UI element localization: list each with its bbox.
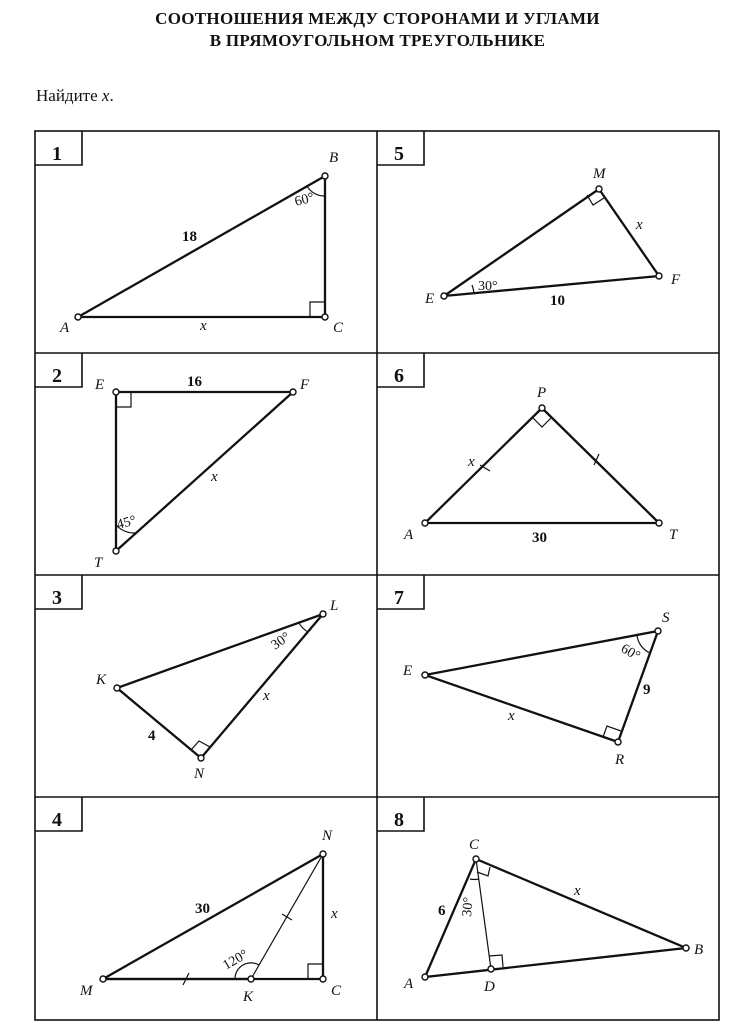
vertex-R: R <box>615 752 625 768</box>
angle-label: 120° <box>220 947 252 974</box>
worksheet-title-line-2: В ПРЯМОУГОЛЬНОМ ТРЕУГОЛЬНИКЕ <box>209 31 546 50</box>
vertex-N: N <box>194 766 205 782</box>
problem-2-triangle <box>94 374 310 571</box>
instruction-prefix: Найдите <box>36 86 102 105</box>
side-length: 4 <box>148 728 156 744</box>
problem-number-5: 5 <box>394 143 404 165</box>
problem-number-box-8 <box>377 797 424 831</box>
side-length: 16 <box>187 374 202 390</box>
angle-label: 45° <box>115 513 138 533</box>
vertex-C: C <box>331 983 342 999</box>
problem-number-7: 7 <box>394 587 404 609</box>
vertex-A: A <box>404 527 414 543</box>
side-length: 18 <box>182 229 197 245</box>
unknown-x: x <box>263 688 270 704</box>
vertex-F: F <box>671 272 681 288</box>
vertex-T: T <box>669 527 678 543</box>
problem-3-triangle <box>95 598 338 782</box>
problem-number-box-6 <box>377 353 424 387</box>
problem-number-box-4 <box>35 797 82 831</box>
vertex-A: A <box>60 320 70 336</box>
vertex-N: N <box>322 828 333 844</box>
vertex-C: C <box>333 320 344 336</box>
unknown-x: x <box>211 469 218 485</box>
angle-label: 60° <box>618 641 643 665</box>
problem-1-triangle <box>59 150 344 336</box>
angle-label: 60° <box>293 190 316 210</box>
problem-number-4: 4 <box>52 809 62 831</box>
angle-label: 30° <box>268 629 294 654</box>
vertex-C: C <box>469 837 480 853</box>
unknown-x: x <box>331 906 338 922</box>
angle-label: 30° <box>460 896 477 918</box>
side-length: 30 <box>195 901 210 917</box>
vertex-E: E <box>425 291 435 307</box>
unknown-x: x <box>468 454 475 470</box>
unknown-x: x <box>574 883 581 899</box>
vertex-D: D <box>484 979 495 995</box>
problem-5-triangle <box>424 166 681 309</box>
vertex-E: E <box>95 377 105 393</box>
problem-number-box-1 <box>35 131 82 165</box>
unknown-x: x <box>200 318 207 334</box>
vertex-M: M <box>80 983 93 999</box>
problem-number-box-5 <box>377 131 424 165</box>
vertex-A: A <box>404 976 414 992</box>
angle-label: 30° <box>478 279 498 294</box>
instruction-suffix: . <box>109 86 114 105</box>
instruction-variable: x <box>101 86 110 105</box>
vertex-E: E <box>403 663 413 679</box>
problem-6-triangle <box>403 385 679 546</box>
problem-number-box-3 <box>35 575 82 609</box>
side-length: 30 <box>532 530 547 546</box>
vertex-B: B <box>329 150 339 166</box>
vertex-L: L <box>330 598 339 614</box>
problem-number-8: 8 <box>394 809 404 831</box>
side-length: 9 <box>643 682 651 698</box>
problem-8-triangle <box>403 837 703 995</box>
problem-number-box-2 <box>35 353 82 387</box>
problem-4-triangle <box>79 828 342 1005</box>
side-length: 10 <box>550 293 565 309</box>
vertex-T: T <box>94 555 103 571</box>
problem-7-triangle <box>402 610 670 768</box>
vertex-S: S <box>662 610 670 626</box>
problem-number-6: 6 <box>394 365 404 387</box>
worksheet-title-line-1: СООТНОШЕНИЯ МЕЖДУ СТОРОНАМИ И УГЛАМИ <box>155 9 600 28</box>
problem-number-2: 2 <box>52 365 62 387</box>
vertex-M: M <box>593 166 606 182</box>
unknown-x: x <box>636 217 643 233</box>
vertex-K: K <box>243 989 254 1005</box>
vertex-F: F <box>300 377 310 393</box>
vertex-P: P <box>537 385 547 401</box>
problem-number-1: 1 <box>52 143 62 165</box>
problem-number-box-7 <box>377 575 424 609</box>
unknown-x: x <box>508 708 515 724</box>
vertex-B: B <box>694 942 704 958</box>
vertex-K: K <box>96 672 107 688</box>
problem-number-3: 3 <box>52 587 62 609</box>
side-length: 6 <box>438 903 446 919</box>
